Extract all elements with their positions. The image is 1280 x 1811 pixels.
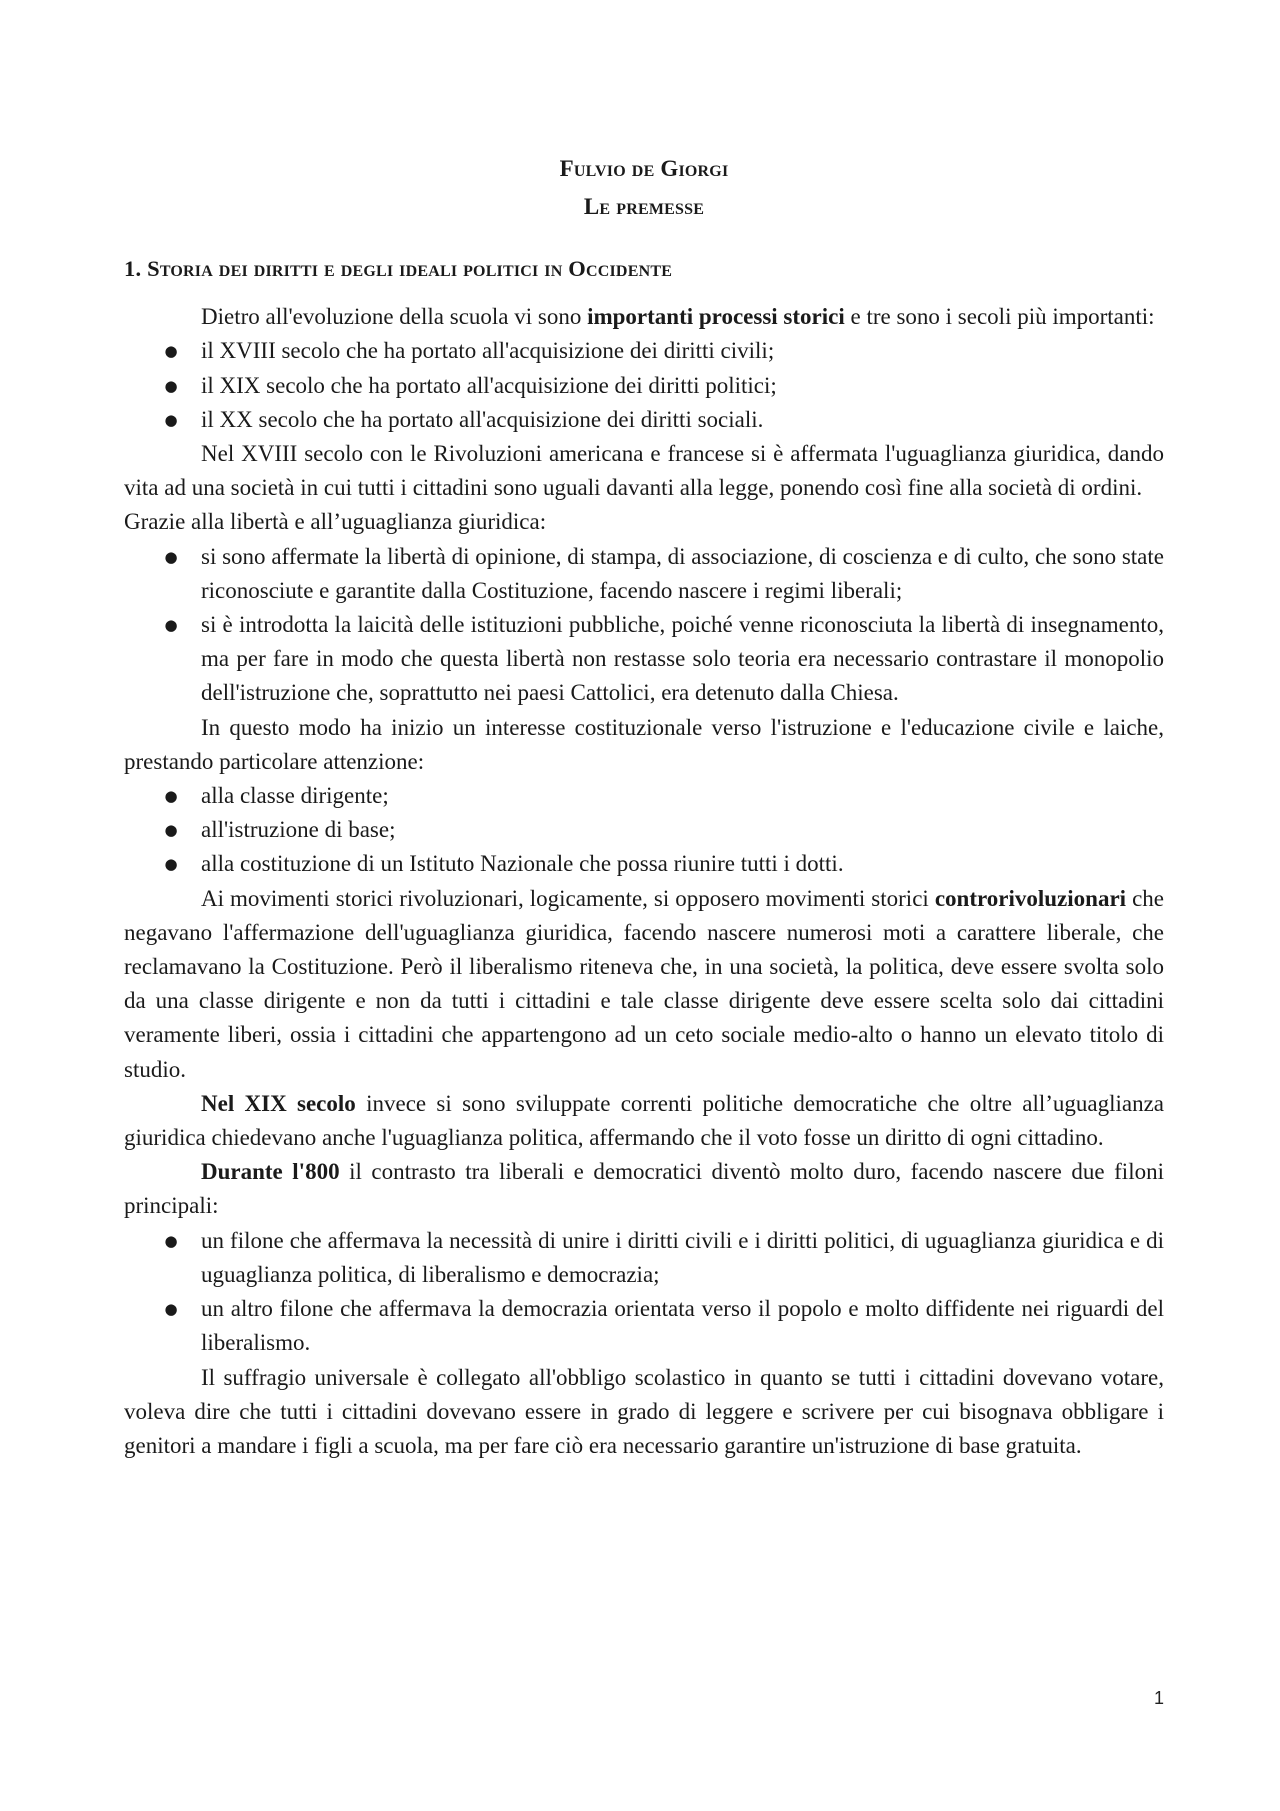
list-item bbox=[124, 334, 1164, 368]
bullet-icon: ● bbox=[164, 342, 178, 361]
bullet-icon: ● bbox=[164, 616, 178, 635]
author-name: Fulvio de Giorgi bbox=[559, 156, 729, 181]
document-title: Le premesse bbox=[583, 194, 705, 219]
bullet-icon: ● bbox=[164, 1231, 178, 1250]
list-item-text: si sono affermate la libertà di opinione, di stampa, di associazione, di coscienza e di culto, che sono state riconosciute e garantite dalla Costituzione, facendo nascere i regimi liberali; bbox=[201, 543, 1164, 603]
section-title: Storia dei diritti e degli ideali politici in Occidente bbox=[147, 256, 673, 281]
list-attention bbox=[124, 779, 1164, 882]
list-item bbox=[124, 540, 1164, 608]
list-item bbox=[124, 608, 1164, 711]
paragraph-2: Nel XVIII secolo con le Rivoluzioni americana e francese si è affermata l'uguaglianza giuridica, dando vita ad una società in cui tutti i cittadini sono uguali davanti alla legge, ponendo così fine alla società di ordini. bbox=[124, 441, 1164, 501]
list-item bbox=[124, 403, 1164, 437]
bullet-icon: ● bbox=[164, 376, 178, 395]
paragraph-6-text: invece si sono sviluppate correnti politiche democratiche che oltre all’uguaglianza giuridica chiedevano anche l'uguaglianza politica, affermando che il voto fosse un diritto di ogni cittadino. bbox=[124, 1090, 1164, 1151]
paragraph-1-bold: importanti processi storici bbox=[587, 304, 845, 330]
bullet-icon: ● bbox=[164, 821, 178, 840]
list-item bbox=[124, 369, 1164, 403]
list-item-text: un filone che affermava la necessità di unire i diritti civili e i diritti politici, di uguaglianza giuridica e di uguaglianza politica, di liberalismo e democrazia; bbox=[201, 1227, 1164, 1287]
paragraph-7-text: il contrasto tra liberali e democratici diventò molto duro, facendo nascere due filoni principali: bbox=[124, 1159, 1164, 1219]
paragraph-3: Grazie alla libertà e all’uguaglianza giuridica: bbox=[124, 509, 547, 535]
bullet-icon: ● bbox=[164, 547, 178, 566]
paragraph-5-text: Ai movimenti storici rivoluzionari, logicamente, si opposero movimenti storici bbox=[201, 885, 935, 911]
bullet-icon: ● bbox=[164, 410, 178, 429]
paragraph-5-text-end: che negavano l'affermazione dell'uguaglianza giuridica, facendo nascere numerosi moti a carattere liberale, che reclamavano la Costituzione. Però il liberalismo riteneva che, in una società, la politica, deve essere svolta solo da una classe dirigente e non da tutti i cittadini e tale classe dirigente deve essere scelta solo dai cittadini veramente liberi, ossia i cittadini che appartengono ad un ceto sociale medio-alto o hanno un elevato titolo di studio. bbox=[124, 885, 1164, 1082]
list-freedoms bbox=[124, 540, 1164, 711]
paragraph-6 bbox=[124, 1087, 1164, 1155]
list-item-text: all'istruzione di base; bbox=[201, 817, 396, 843]
list-item-text: il XX secolo che ha portato all'acquisizione dei diritti sociali. bbox=[201, 406, 764, 432]
list-item bbox=[124, 813, 1164, 847]
list-currents bbox=[124, 1224, 1164, 1361]
paragraph-1 bbox=[124, 300, 1164, 334]
list-item-text: un altro filone che affermava la democrazia orientata verso il popolo e molto diffidente nei riguardi del liberalismo. bbox=[201, 1296, 1164, 1356]
list-item bbox=[124, 779, 1164, 813]
list-item-text: il XIX secolo che ha portato all'acquisizione dei diritti politici; bbox=[201, 372, 777, 398]
document-page bbox=[124, 150, 1164, 1463]
paragraph-4: In questo modo ha inizio un interesse costituzionale verso l'istruzione e l'educazione civile e laiche, prestando particolare attenzione: bbox=[124, 714, 1164, 774]
list-item-text: alla costituzione di un Istituto Nazionale che possa riunire tutti i dotti. bbox=[201, 851, 844, 877]
paragraph-6-bold: Nel XIX secolo bbox=[201, 1090, 356, 1116]
paragraph-7-bold: Durante l'800 bbox=[201, 1159, 340, 1185]
bullet-icon: ● bbox=[164, 1300, 178, 1319]
list-centuries bbox=[124, 334, 1164, 437]
list-item-text: alla classe dirigente; bbox=[201, 783, 389, 809]
list-item bbox=[124, 847, 1164, 881]
bullet-icon: ● bbox=[164, 787, 178, 806]
paragraph-5-bold: controrivoluzionari bbox=[934, 885, 1127, 911]
paragraph-1-text: Dietro all'evoluzione della scuola vi sono bbox=[201, 304, 588, 330]
bullet-icon: ● bbox=[164, 855, 178, 874]
list-item-text: si è introdotta la laicità delle istituzioni pubbliche, poiché venne riconosciuta la libertà di insegnamento, ma per fare in modo che questa libertà non restasse solo teoria era necessario contrastare il monopolio dell'istruzione che, soprattutto nei paesi Cattolici, era detenuto dalla Chiesa. bbox=[201, 612, 1164, 706]
paragraph-8: Il suffragio universale è collegato all'obbligo scolastico in quanto se tutti i cittadini dovevano votare, voleva dire che tutti i cittadini dovevano essere in grado di leggere e scrivere per cui bisognava obbligare i genitori a mandare i figli a scuola, ma per fare ciò era necessario garantire un'istruzione di base gratuita. bbox=[124, 1364, 1164, 1458]
paragraph-1-text-end: e tre sono i secoli più importanti: bbox=[844, 304, 1155, 330]
list-item-text: il XVIII secolo che ha portato all'acquisizione dei diritti civili; bbox=[201, 338, 775, 364]
section-number: 1. bbox=[124, 256, 142, 281]
list-item bbox=[124, 1292, 1164, 1360]
paragraph-5 bbox=[124, 882, 1164, 1087]
paragraph-7 bbox=[124, 1155, 1164, 1223]
page-number: 1 bbox=[1153, 1688, 1164, 1708]
section-heading bbox=[124, 252, 1164, 286]
list-item bbox=[124, 1224, 1164, 1292]
